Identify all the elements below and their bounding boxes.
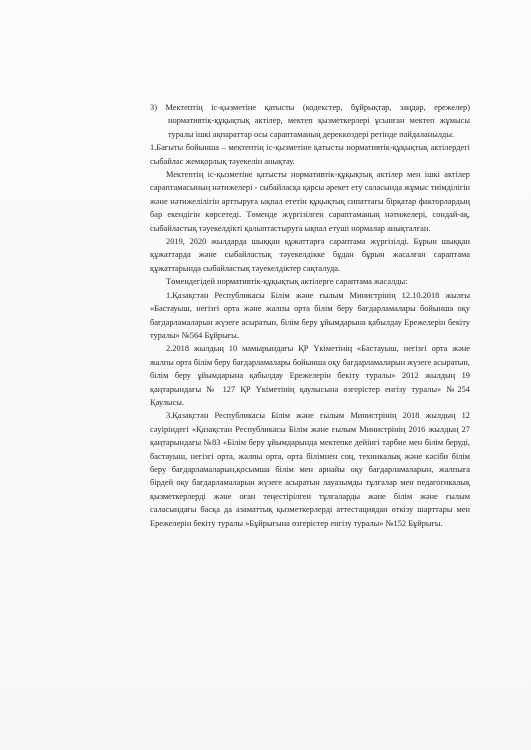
list-item-3: 3.Қазақстан Республикасы Білім және ғылым Министрінің 2018 жылдың 12 сәуіріндегі «Қазақстан Республикасы Білім және ғылым Министрінің 2016 жылдың 27 қаңтарындағы №83 «Білім беру ұйымдарында мектепке дейінгі тәрбие мен білім беруді, бастауыш, негізгі орта, жалпы орта, орта білімнен соң, техникалық және кәсіби білім беру бағдарламаларын,қосымша білім мен арнайы оқу бағдарламаларын, жалпыға бірдей оқу бағдарламаларын жүзеге асыратын лауазымды тұлғалар мен педагогикалық қызметкерлерді және оған теңестірілген тұлғаларды және білім және ғылым саласындағы басқа да азаматтық қызметкерлерді аттестациядан өткізу шарттары мен Ережелерін бекіту туралы »Бұйрығына өзгерістер енгізу туралы» №152 Бұйрығы. (150, 411, 470, 528)
document-body (150, 101, 470, 530)
paragraph-sources: 3) Мектептің іс-қызметіне қатысты (кодекстер, бұйрықтар, заңдар, ережелер) нормативтік-құқықтық актілер, мектеп қызметкерлері ұсынған мектеп жұмысы туралы ішкі ақпараттар осы сараптаманың дереккөздері ретінде пайдаланылды. (150, 103, 470, 139)
paragraph-2019-2020: 2019, 2020 жылдарда шыққан құжаттарға сараптама жүргізілді. Бұрын шыққан құжаттарда және сыбайластық тәуекелдікке бұдан бұрын жасалған сараптама құжаттарында сыбайластық тәуекелдіктер сақталуда. (150, 237, 470, 273)
list-item-1: 1.Қазақстан Республикасы Білім және ғылым Министрінің 12.10.2018 жылғы «Бастауыш, негізгі орта және жалпы орта білім беру бағдарламалары бойынша оқу бағдарламаларын жүзеге асыратын, білім беру ұйымдарына қабылдау Ережелерін бекіту туралы» №564 Бұйрығы. (150, 290, 470, 340)
paragraph-results: Мектептің іс-қызметіне қатысты нормативтік-құқықтық актілер мен ішкі актілер сараптамасының нәтижелері - сыбайласқа қарсы әрекет ету саласында жұмыс тиімділігін және нәтижелілігін арттыруға ықпал ететін құқықтық сипаттағы бірқатар факторлардың бар екендігін көрсетеді. Төменде жүргізілген сараптаманың нәтижелері, сондай-ақ, сыбайластық тәуекелдікті қалыптастыруға ықпал етуші нормалар анықталған. (150, 170, 470, 233)
list-item-2: 2.2018 жылдың 10 мамырындағы ҚР Үкіметінің «Бастауыш, негізгі орта және жалпы орта білім беру бағдарламалары бойынша оқу бағдарламаларын жүзеге асыратын, білім беру ұйымдарына қабылдау Ережелерін бекіту туралы» 2012 жылдың 19 қаңтарындағы № 127 ҚР Үкіметінің қаулысына өзгерістер енгізу туралы» №254 Қаулысы. (150, 344, 470, 407)
paragraph-list-intro: Төмендегідей нормативтік-құқықтық актілерге сараптама жасалды: (166, 277, 408, 287)
paragraph-direction: 1.Бағыты бойынша – мектептің іс-қызметіне қатысты нормативтік-құқықтық актілердегі сыбайлас жемқорлық тәуекелін анықтау. (150, 143, 470, 166)
